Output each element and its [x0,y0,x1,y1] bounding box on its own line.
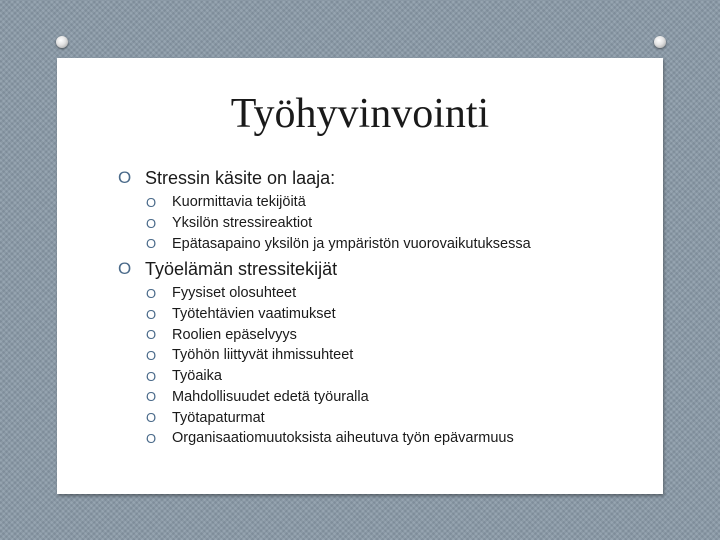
bullet-marker-icon: O [146,368,157,384]
list-item [118,213,658,234]
bullet-marker-icon: O [146,410,157,426]
pin-icon [654,36,666,48]
list-item [118,345,658,366]
bullet-marker-icon: O [146,215,157,231]
bullet-marker-icon: O [146,236,157,252]
bullet-marker-icon: O [146,306,157,322]
bullet-marker-icon: O [118,259,132,279]
list-item [118,387,658,408]
list-item-text: Yksilön stressireaktiot [172,215,313,232]
list-item-text: Työtehtävien vaatimukset [172,306,336,323]
list-item [118,192,658,213]
section-heading-text: Työelämän stressitekijät [145,258,338,279]
pin-icon [56,36,68,48]
list-item-text: Epätasapaino yksilön ja ympäristön vuorovaikutuksessa [172,235,531,252]
sub-bullet-list [118,192,658,254]
list-item [118,233,658,254]
bullet-list [118,165,658,451]
bullet-marker-icon: O [146,430,157,446]
list-item-text: Työhön liittyvät ihmissuhteet [172,347,354,364]
list-item [118,407,658,428]
bullet-marker-icon: O [146,347,157,363]
list-item-text: Roolien epäselvyys [172,326,297,343]
section-heading [118,165,658,191]
list-item [118,304,658,325]
bullet-marker-icon: O [146,194,157,210]
bullet-marker-icon: O [146,327,157,343]
list-item-text: Mahdollisuudet edetä työuralla [172,388,369,405]
list-item-text: Kuormittavia tekijöitä [172,194,306,211]
section-heading-text: Stressin käsite on laaja: [145,167,336,188]
bullet-marker-icon: O [118,168,132,187]
list-item [118,324,658,345]
list-item [118,366,658,387]
list-item [118,428,658,449]
list-item [118,283,658,304]
section-heading [118,256,658,282]
list-item-text: Työaika [172,368,222,385]
bullet-marker-icon: O [146,285,157,301]
list-item-text: Organisaatiomuutoksista aiheutuva työn epävarmuus [172,430,514,447]
slide-title: Työhyvinvointi [230,91,490,137]
list-item-text: Fyysiset olosuhteet [172,285,297,302]
sub-bullet-list [118,283,658,449]
list-item-text: Työtapaturmat [172,409,265,426]
bullet-marker-icon: O [146,389,157,405]
